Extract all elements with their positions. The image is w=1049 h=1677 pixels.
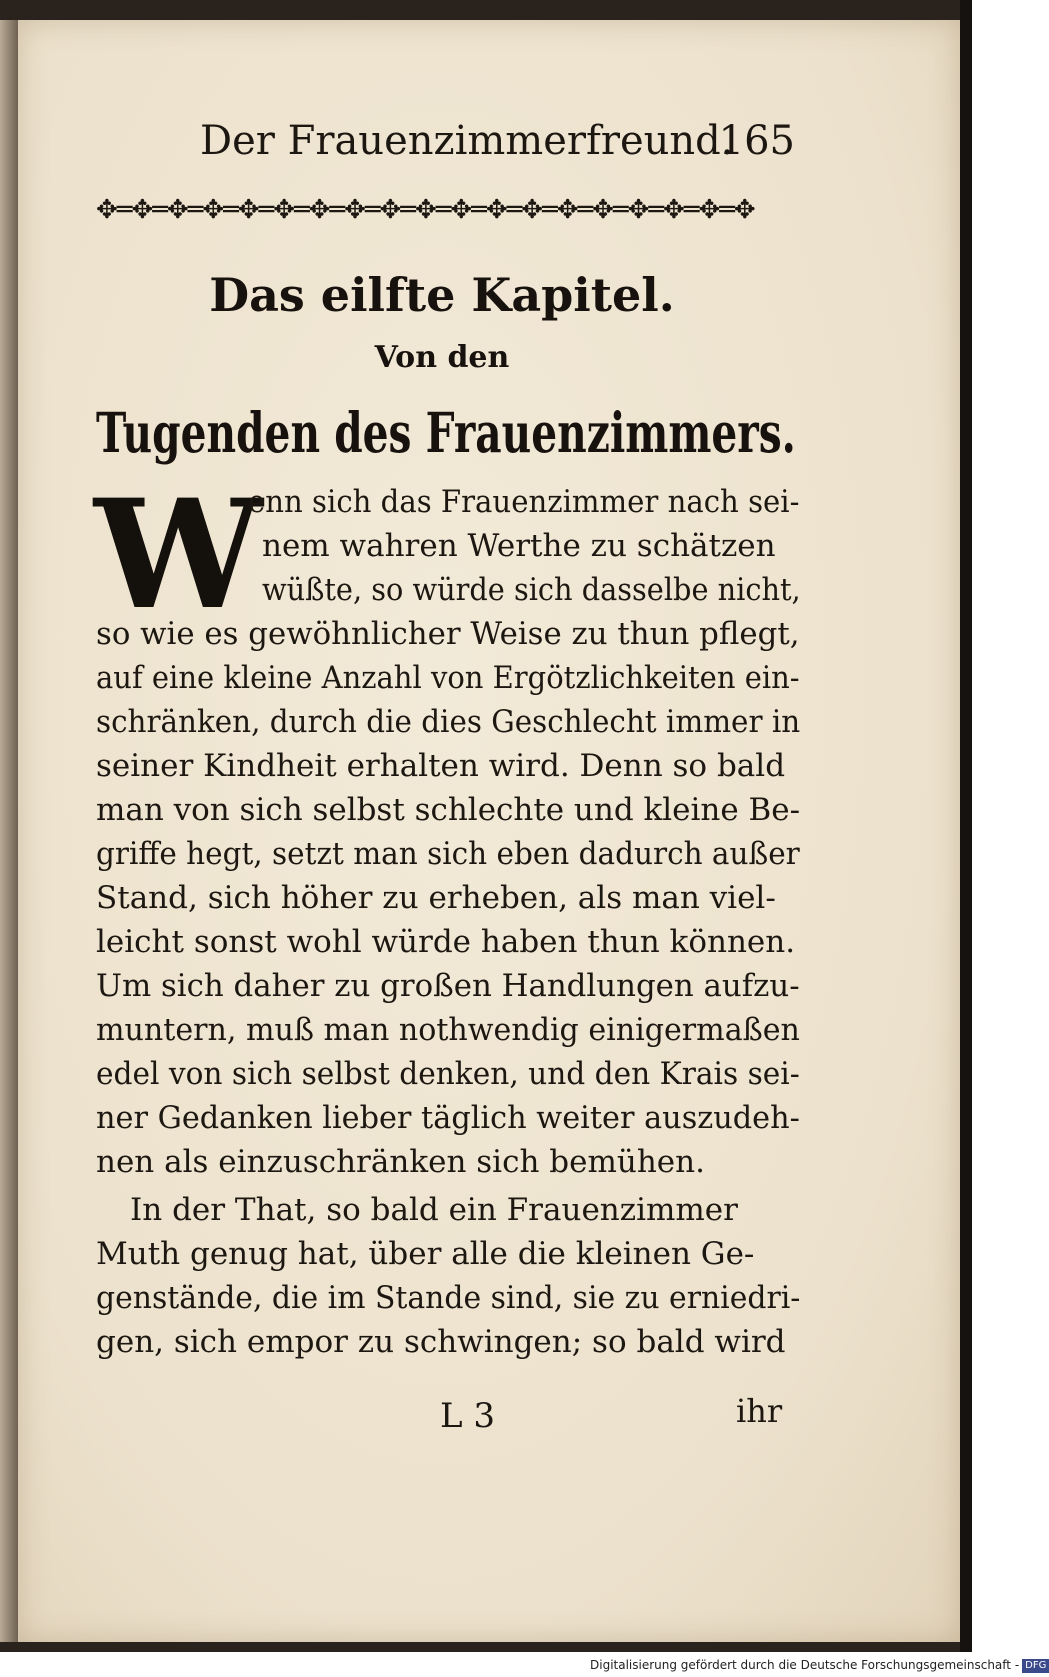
book-gutter	[0, 20, 18, 1642]
signature-mark: L 3	[440, 1396, 496, 1436]
digitization-credit	[590, 1655, 1047, 1675]
text-line: Muth genug hat, über alle die kleinen Ge-	[96, 1236, 755, 1272]
page-number: 165	[718, 118, 795, 164]
text-line: nen als einzuschränken sich bemühen.	[96, 1144, 705, 1180]
text-line: ner Gedanken lieber täglich weiter auszudeh-	[96, 1100, 800, 1136]
text-line: schränken, durch die dies Geschlecht immer in	[96, 704, 801, 740]
catchword: ihr	[736, 1392, 783, 1430]
text-line: leicht sonst wohl würde haben thun können.	[96, 924, 796, 960]
ornamental-border: ✥═✥═✥═✥═✥═✥═✥═✥═✥═✥═✥═✥═✥═✥═✥═✥═✥═✥═✥	[96, 195, 755, 225]
chapter-subtitle: Von den	[374, 340, 510, 375]
text-line: edel von sich selbst denken, und den Krais sei-	[96, 1056, 800, 1092]
text-line: genstände, die im Stande sind, sie zu erniedri-	[96, 1280, 801, 1316]
text-line: nem wahren Werthe zu schätzen	[262, 528, 776, 564]
text-line: Um sich daher zu großen Handlungen aufzu-	[96, 968, 800, 1004]
credit-text: Digitalisierung gefördert durch die Deutsche Forschungsgemeinschaft -	[590, 1658, 1020, 1672]
chapter-title: Das eilfte Kapitel.	[209, 268, 675, 322]
dfg-logo: DFG	[1022, 1659, 1049, 1673]
text-line: griffe hegt, setzt man sich eben dadurch außer	[96, 836, 800, 872]
text-line: enn sich das Frauenzimmer nach sei-	[248, 484, 800, 520]
text-line: gen, sich empor zu schwingen; so bald wird	[96, 1324, 786, 1360]
text-line: so wie es gewöhnlicher Weise zu thun pflegt,	[96, 616, 800, 652]
scan-border	[960, 0, 972, 1652]
text-line: seiner Kindheit erhalten wird. Denn so bald	[96, 748, 786, 784]
text-line: wüßte, so würde sich dasselbe nicht,	[262, 572, 801, 608]
text-line: In der That, so bald ein Frauenzimmer	[130, 1192, 738, 1228]
text-line: man von sich selbst schlechte und kleine Be-	[96, 792, 801, 828]
running-head	[200, 110, 795, 170]
running-head-title: Der Frauenzimmerfreund.	[200, 118, 734, 164]
text-line: auf eine kleine Anzahl von Ergötzlichkeiten ein-	[96, 660, 800, 696]
text-line: muntern, muß man nothwendig einigermaßen	[96, 1012, 800, 1048]
chapter-topic: Tugenden des Frauenzimmers.	[96, 400, 796, 465]
text-line: Stand, sich höher zu erheben, als man viel-	[96, 880, 776, 916]
drop-cap: W	[94, 467, 263, 643]
